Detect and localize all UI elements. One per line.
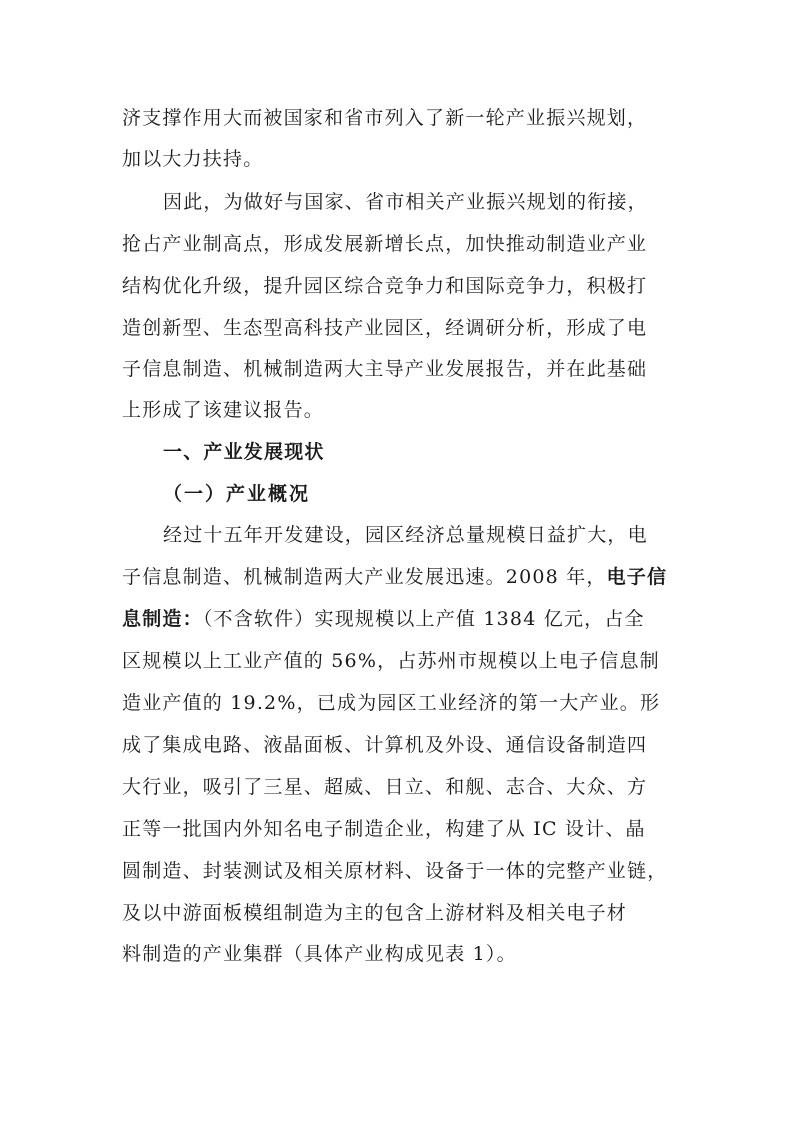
subsection-heading: （一）产业概况 — [163, 483, 311, 505]
text-line: 结构优化升级，提升园区综合竞争力和国际竞争力，积极打 — [122, 275, 648, 297]
text-line — [122, 607, 645, 631]
text-line: 上形成了该建议报告。 — [122, 399, 325, 421]
text-line: 大行业，吸引了三星、超威、日立、和舰、志合、大众、方 — [122, 776, 648, 798]
text-line: 成了集成电路、液晶面板、计算机及外设、通信设备制造四 — [122, 734, 648, 756]
text-line: 济支撑作用大而被国家和省市列入了新一轮产业振兴规划， — [122, 107, 648, 129]
text-line: 造业产值的 19.2%，已成为园区工业经济的第一大产业。形 — [122, 692, 661, 714]
text-line: 加以大力扶持。 — [122, 148, 264, 170]
bold-term: 电子信 — [606, 566, 668, 588]
text-line: 子信息制造、机械制造两大主导产业发展报告，并在此基础 — [122, 358, 648, 380]
bold-term: 息制造： — [122, 608, 203, 630]
text-segment: （不含软件）实现规模以上产值 1384 亿元，占全 — [202, 608, 645, 630]
text-line: 及以中游面板模组制造为主的包含上游材料及相关电子材 — [122, 902, 628, 924]
text-line — [122, 565, 667, 589]
text-line: 料制造的产业集群（具体产业构成见表 1）。 — [122, 943, 517, 965]
text-line: 正等一批国内外知名电子制造企业，构建了从 IC 设计、晶 — [122, 818, 646, 840]
section-heading: 一、产业发展现状 — [163, 441, 325, 463]
paragraph-start-line: 经过十五年开发建设，园区经济总量规模日益扩大，电 — [163, 524, 648, 546]
text-line: 圆制造、封装测试及相关原材料、设备于一体的完整产业链， — [122, 860, 668, 882]
text-segment: 子信息制造、机械制造两大产业发展迅速。2008 年， — [122, 566, 607, 588]
text-line: 抢占产业制高点，形成发展新增长点，加快推动制造业产业 — [122, 233, 648, 255]
paragraph-start-line: 因此，为做好与国家、省市相关产业振兴规划的衔接， — [163, 191, 648, 213]
text-line: 造创新型、生态型高科技产业园区，经调研分析，形成了电 — [122, 317, 648, 339]
text-line: 区规模以上工业产值的 56%，占苏州市规模以上电子信息制 — [122, 650, 660, 672]
